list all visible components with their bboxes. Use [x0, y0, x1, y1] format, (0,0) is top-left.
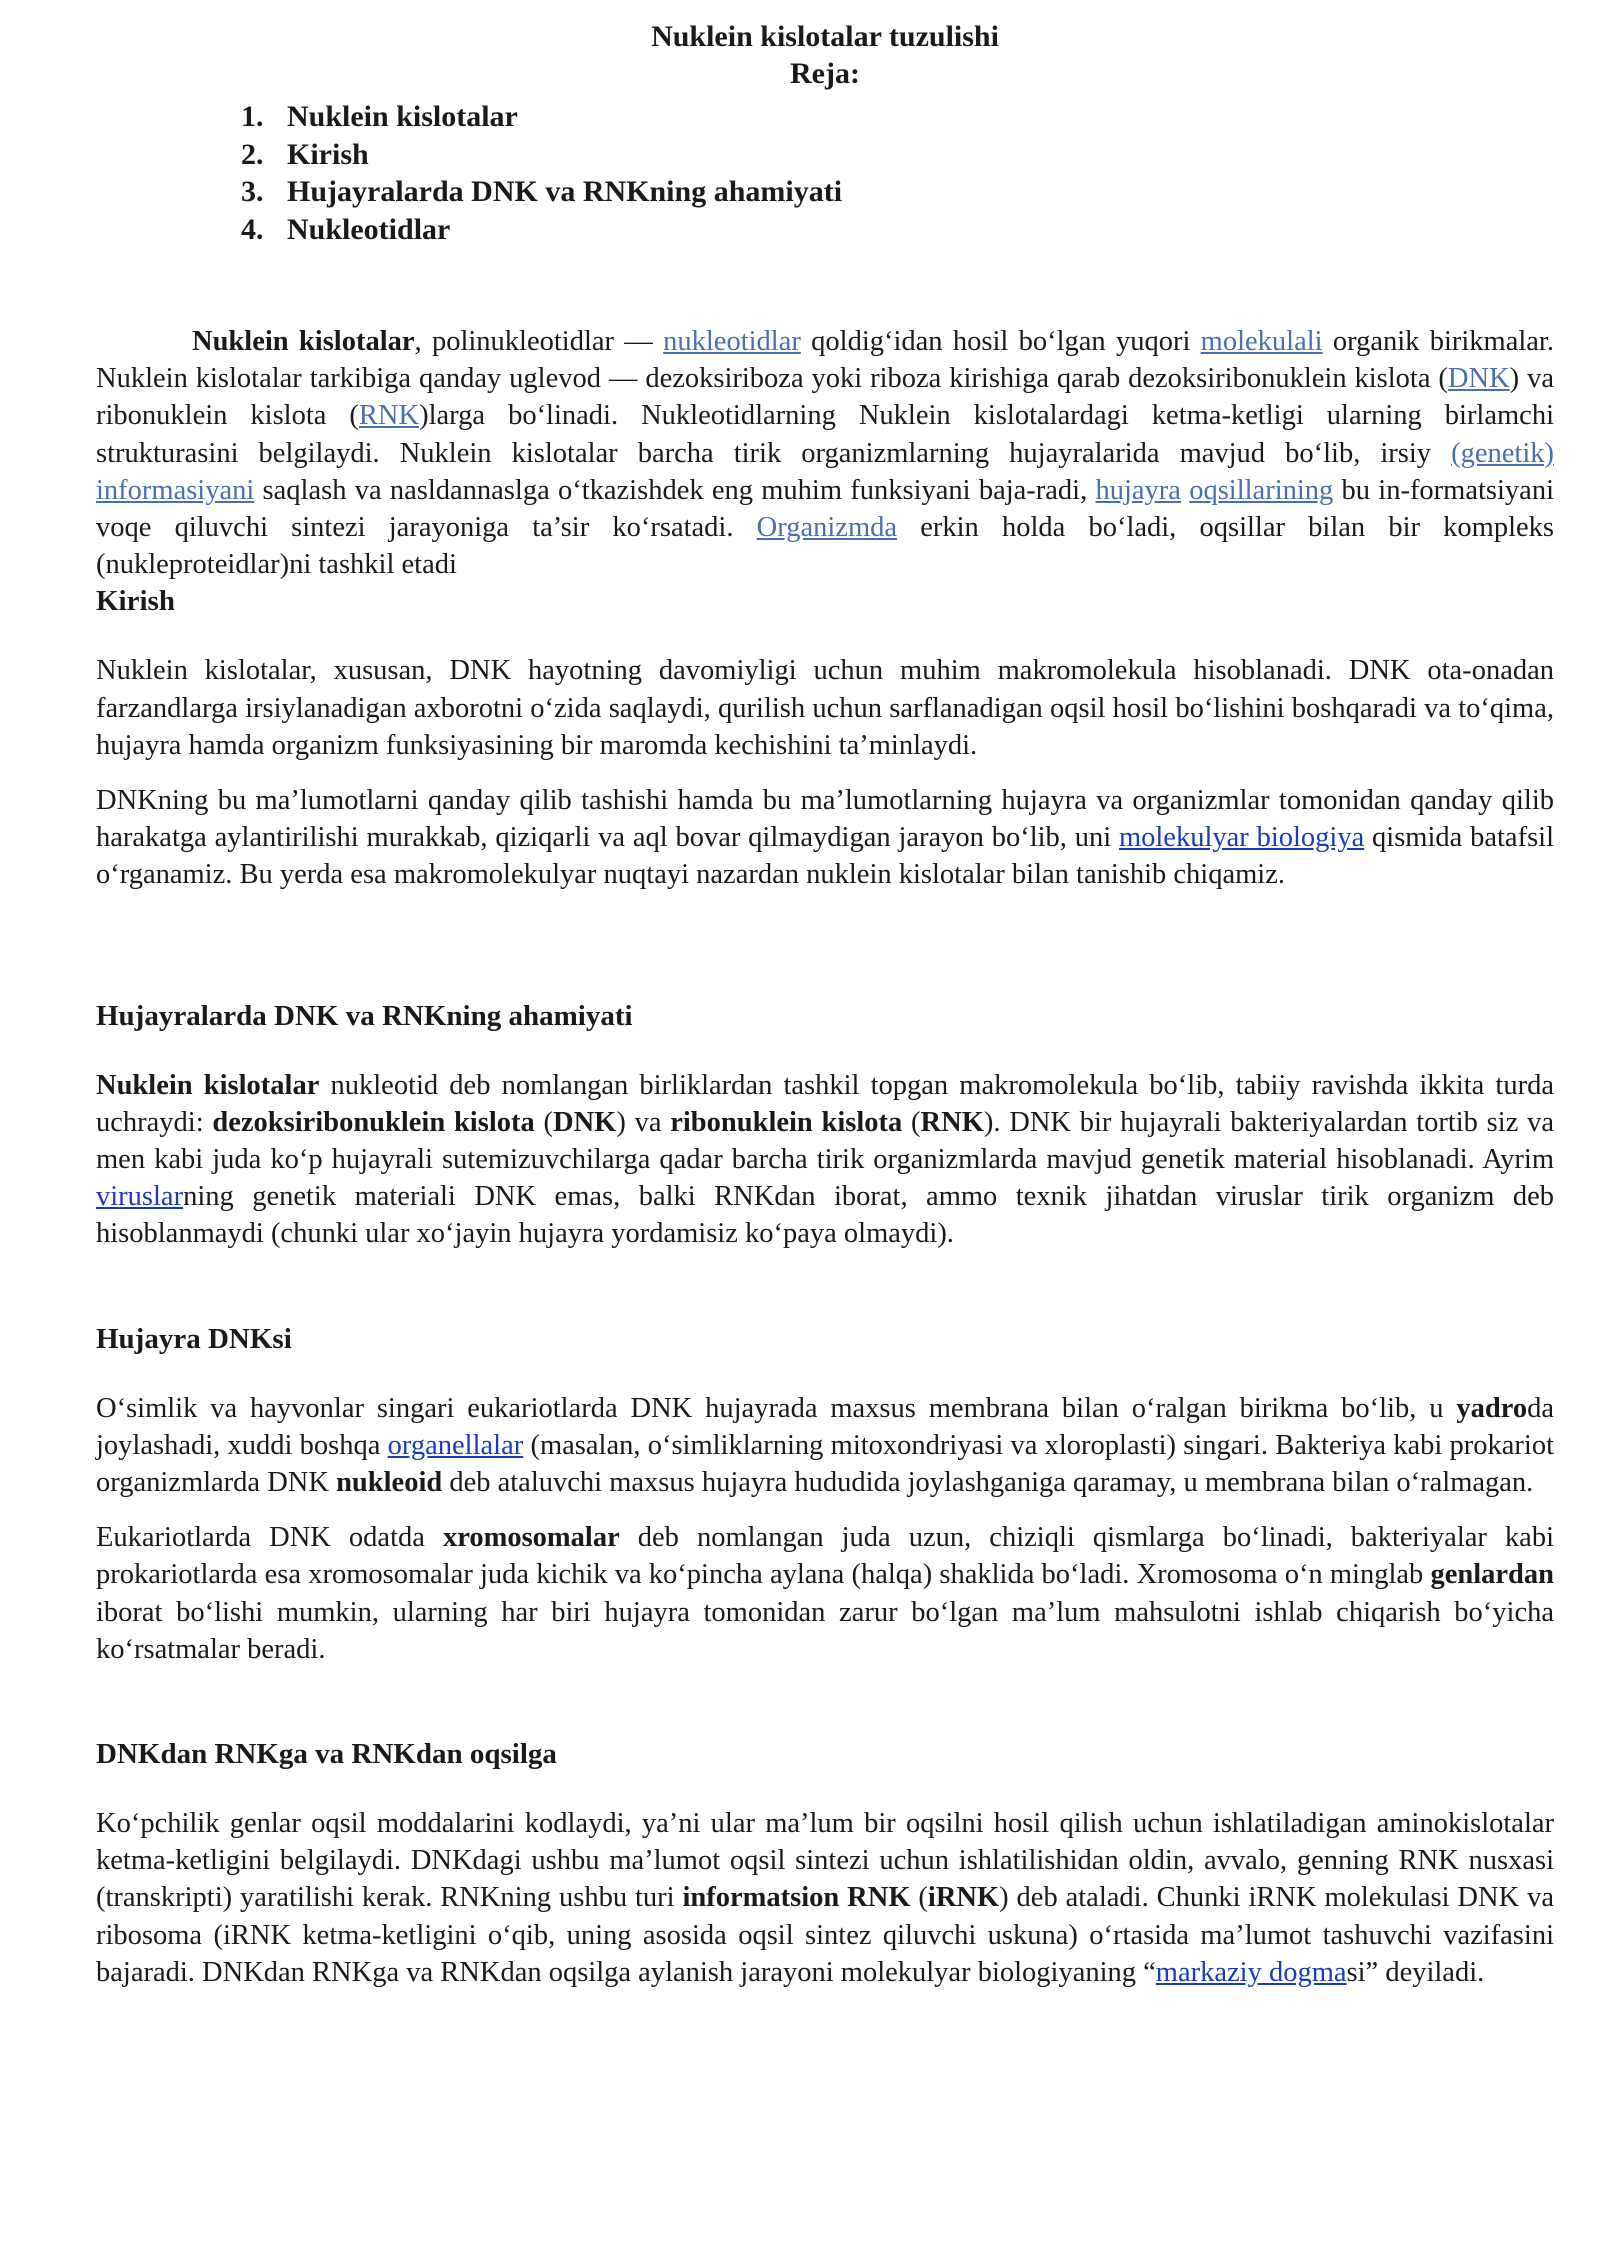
dnksi-heading: Hujayra DNKsi	[96, 1322, 292, 1355]
text-run: DNKning bu ma’lumotlarni qanday qilib tashishi hamda bu ma’lumotlarning hujayra va organizmlar tomonidan qanday qilib harakatga aylantirilishi murakkab, qiziqarli va aql bovar qilmaydigan jarayon bo‘lib, uni	[96, 785, 1554, 854]
plan-item	[241, 173, 1554, 211]
text-run: O‘simlik va hayvonlar singari eukariotlarda DNK hujayrada maxsus membrana bilan o‘ralgan birikma bo‘lib, u	[96, 1392, 1457, 1424]
link-rnk[interactable]: RNK	[358, 400, 420, 432]
text-run: (	[910, 1882, 928, 1914]
link-organizmda[interactable]: Organizmda	[756, 512, 898, 544]
text-run: deb nomlangan juda uzun, chiziqli qismlarga bo‘linadi, bakteriyalar kabi prokariotlarda esa xromosomalar juda kichik va ko‘pincha aylana (halqa) shaklida bo‘ladi. Xromosoma o‘n minglab	[96, 1522, 1554, 1591]
plan-item-text: Nukleotidlar	[287, 212, 451, 246]
text-run: (	[534, 1106, 553, 1138]
bold-term: genlardan	[1430, 1559, 1554, 1591]
text-run: nukleotid deb nomlangan birliklardan tashkil topgan makromolekula bo‘lib, tabiiy ravishda ikkita turda uchraydi:	[96, 1069, 1554, 1138]
text-run: saqlash va nasldannaslga o‘tkazishdek eng muhim funksiyani baja-radi,	[254, 474, 1096, 506]
kirish-heading: Kirish	[96, 585, 175, 618]
bold-term: nukleoid	[336, 1467, 443, 1499]
link-markaziy-dogma[interactable]: markaziy dogma	[1155, 1956, 1347, 1988]
text-run: ). DNK bir hujayrali bakteriyalardan tortib siz va men kabi juda ko‘p hujayrali sutemizuvchilarga qadar barcha tirik organizmlarda mavjud genetik material hisoblanadi. Ayrim	[96, 1106, 1554, 1176]
kirish-paragraph-1: Nuklein kislotalar, xususan, DNK hayotning davomiyligi uchun muhim makromolekula hisoblanadi. DNK ota-onadan farzandlarga irsiylanadigan axborotni o‘zida saqlaydi, qurilish uchun sarflanadigan oqsil hosil bo‘lishini boshqaradi va to‘qima, hujayra hamda organizm funksiyasining bir maromda kechishini ta’minlaydi.	[96, 655, 1554, 761]
text-run: qoldig‘idan hosil bo‘lgan yuqori	[800, 326, 1201, 357]
plan-heading: Reja:	[790, 57, 860, 90]
text-run: deb ataluvchi maxsus hujayra hududida joylashganiga qaramay, u membrana bilan o‘ralmagan.	[442, 1467, 1534, 1499]
kirish-paragraph-2	[96, 782, 1554, 894]
plan-item-text: Hujayralarda DNK va RNKning ahamiyati	[287, 175, 843, 208]
dnksi-paragraph-2	[96, 1519, 1554, 1668]
bold-term: dezoksiribonuklein kislota	[212, 1106, 535, 1138]
text-run: (masalan, o‘simliklarning mitoxondriyasi va xloroplasti) singari. Bakteriya kabi prokariot organizmlarda DNK	[96, 1429, 1554, 1499]
plan-item-number: 3.	[241, 175, 264, 208]
text-run: si” deyiladi.	[1346, 1956, 1485, 1988]
text-run: da joylashadi, xuddi boshqa	[96, 1392, 1554, 1461]
plan-item-text: Kirish	[287, 137, 369, 171]
link-viruslar[interactable]: viruslar	[96, 1181, 184, 1213]
bold-term: yadro	[1456, 1392, 1528, 1424]
plan-item	[241, 211, 1554, 249]
intro-lead: Nuklein kislotalar	[192, 326, 415, 357]
bold-term: informatsion RNK	[682, 1882, 911, 1914]
text-run: (	[902, 1106, 921, 1138]
bold-term: iRNK	[927, 1882, 1000, 1914]
document-page	[96, 18, 1554, 1991]
plan-item	[241, 98, 1554, 136]
link-nukleotidlar[interactable]: nukleotidlar	[663, 326, 801, 357]
ahamiyat-paragraph	[96, 1067, 1554, 1253]
text-run: qismida batafsil o‘rganamiz. Bu yerda esa makromolekulyar nuqtayi nazardan nuklein kislotalar bilan tanishib chiqamiz.	[96, 822, 1554, 891]
text-run: ) deb ataladi. Chunki iRNK molekulasi DNK va ribosoma (iRNK ketma-ketligini o‘qib, uning asosida oqsil sintez qiluvchi uskuna) o‘rtasida ma’lumot tashuvchi vazifasini bajaradi. DNKdan RNKga va RNKdan oqsilga aylanish jarayoni molekulyar biologiyaning “	[96, 1882, 1554, 1988]
plan-item-number: 4.	[241, 212, 264, 246]
text-run: , polinukleotidlar —	[414, 326, 664, 357]
dogma-heading: DNKdan RNKga va RNKdan oqsilga	[96, 1738, 557, 1771]
bold-term: xromosomalar	[442, 1522, 620, 1554]
document-title: Nuklein kislotalar tuzulishi	[651, 20, 999, 53]
text-run	[1181, 475, 1189, 506]
bold-term: DNK	[552, 1106, 617, 1138]
dnksi-paragraph-1	[96, 1390, 1554, 1502]
dogma-paragraph	[96, 1805, 1554, 1991]
link-hujayra[interactable]: hujayra	[1095, 474, 1181, 506]
text-run: )larga bo‘linadi. Nukleotidlarning Nuklein kislotalardagi ketma-ketligi ularning birlamchi strukturasini belgilaydi. Nuklein kislotalar barcha tirik organizmlarning hujayralarida mavjud bo‘lib, irsiy	[96, 400, 1554, 469]
bold-term: ribonuklein kislota	[670, 1106, 903, 1138]
text-run: iborat bo‘lishi mumkin, ularning har biri hujayra tomonidan zarur bo‘lgan ma’lum mahsulotni ishlab chiqarish bo‘yicha ko‘rsatmalar beradi.	[96, 1596, 1554, 1665]
text-run: erkin holda bo‘ladi, oqsillar bilan bir kompleks (nukleproteidlar)ni tashkil etadi	[96, 512, 1555, 581]
plan-item-text: Nuklein kislotalar	[287, 100, 518, 133]
link-genetik-informasiyani[interactable]: (genetik) informasiyani	[96, 437, 1554, 506]
plan-item	[241, 136, 1554, 174]
link-molekulali[interactable]: molekulali	[1200, 326, 1323, 357]
bold-term: Nuklein kislotalar	[96, 1069, 320, 1101]
link-dnk[interactable]: DNK	[1447, 363, 1510, 395]
text-run: Eukariotlarda DNK odatda	[96, 1522, 443, 1554]
text-run: ning genetik materiali DNK emas, balki RNKdan iborat, ammo texnik jihatdan viruslar tirik organizm deb hisoblanmaydi (chunki ular xo‘jayin hujayra yordamisiz ko‘paya olmaydi).	[96, 1181, 1554, 1250]
text-run: Ko‘pchilik genlar oqsil moddalarini kodlaydi, ya’ni ular ma’lum bir oqsilni hosil qilish uchun ishlatiladigan aminokislotalar ketma-ketligini belgilaydi. DNKdagi ushbu ma’lumot oqsil sintezi uchun ishlatilishidan oldin, avvalo, genning RNK nusxasi (transkripti) yaratilishi kerak. RNKning ushbu turi	[96, 1808, 1554, 1914]
text-run: ) va	[616, 1106, 671, 1138]
text-run: bu in-formatsiyani voqe qiluvchi sintezi jarayoniga ta’sir ko‘rsatadi.	[96, 474, 1554, 544]
plan-item-number: 2.	[241, 137, 264, 171]
link-molekulyar-biologiya[interactable]: molekulyar biologiya	[1118, 822, 1365, 854]
bold-term: RNK	[920, 1106, 984, 1138]
intro-paragraph	[96, 323, 1554, 583]
plan-list	[96, 98, 1554, 248]
link-organellalar[interactable]: organellalar	[387, 1429, 524, 1461]
link-oqsillarining[interactable]: oqsillarining	[1189, 474, 1334, 506]
ahamiyat-heading: Hujayralarda DNK va RNKning ahamiyati	[96, 999, 633, 1032]
text-run: organik birikmalar. Nuklein kislotalar tarkibiga qanday uglevod — dezoksiriboza yoki riboza kirishiga qarab dezoksiribonuklein kislota (	[96, 326, 1554, 395]
plan-item-number: 1.	[241, 100, 264, 133]
text-run: ) va ribonuklein kislota (	[96, 363, 1554, 432]
